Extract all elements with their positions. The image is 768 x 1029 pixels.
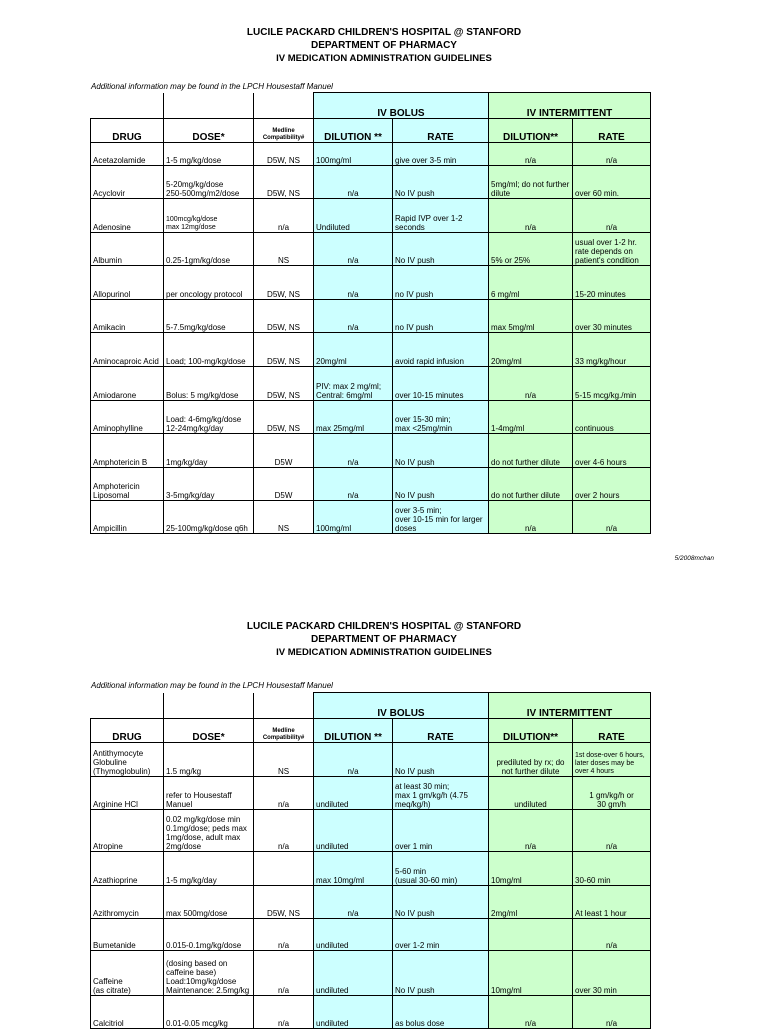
bolus-dilution-cell: undiluted xyxy=(314,777,393,810)
drug-row xyxy=(91,300,651,333)
drug-row xyxy=(91,468,651,501)
intermittent-dilution-cell: 20mg/ml xyxy=(489,333,573,367)
iv-guidelines-table xyxy=(90,692,651,1029)
intermittent-dilution-cell: do not further dilute xyxy=(489,434,573,468)
intermittent-dilution-cell: prediluted by rx; do not further dilute xyxy=(489,743,573,777)
drug-row xyxy=(91,166,651,199)
bolus-rate-cell: No IV push xyxy=(393,743,489,777)
bolus-rate-cell: over 1 min xyxy=(393,810,489,852)
drug-column-header: DRUG xyxy=(91,719,164,743)
dose-cell: 1-5 mg/kg/day xyxy=(164,852,254,886)
medline-column-header: Medline Compatibility# xyxy=(254,119,314,143)
drug-name-cell: Acyclovir xyxy=(91,166,164,199)
bolus-rate-cell: Rapid IVP over 1-2 seconds xyxy=(393,199,489,233)
drug-row xyxy=(91,333,651,367)
compatibility-cell: D5W xyxy=(254,434,314,468)
bolus-rate-cell: no IV push xyxy=(393,266,489,300)
drug-name-cell: Ampicillin xyxy=(91,501,164,534)
drug-name-cell: Aminophylline xyxy=(91,401,164,434)
bolus-dilution-cell: n/a xyxy=(314,166,393,199)
drug-name-cell: Amikacin xyxy=(91,300,164,333)
guidelines-title: IV MEDICATION ADMINISTRATION GUIDELINES xyxy=(276,647,492,658)
compatibility-cell: n/a xyxy=(254,919,314,951)
compatibility-cell: D5W, NS xyxy=(254,367,314,401)
bolus-dilution-cell: n/a xyxy=(314,266,393,300)
compatibility-cell: D5W, NS xyxy=(254,333,314,367)
bolus-rate-cell: No IV push xyxy=(393,233,489,266)
drug-row xyxy=(91,266,651,300)
intermittent-rate-header: RATE xyxy=(573,719,651,743)
intermittent-rate-cell: 1st dose-over 6 hours, later doses may be over 4 hours xyxy=(573,743,651,777)
header-spacer xyxy=(254,93,314,119)
dose-cell: Load; 100-mg/kg/dose xyxy=(164,333,254,367)
bolus-dilution-cell: n/a xyxy=(314,300,393,333)
bolus-rate-cell: no IV push xyxy=(393,300,489,333)
drug-row xyxy=(91,143,651,166)
dose-cell: (dosing based on caffeine base) Load:10mg/kg/dose Maintenance: 2.5mg/kg xyxy=(164,951,254,996)
drug-name-cell: Amphotericin B xyxy=(91,434,164,468)
hospital-title: LUCILE PACKARD CHILDREN'S HOSPITAL @ STANFORD xyxy=(246,27,522,38)
compatibility-cell: D5W, NS xyxy=(254,143,314,166)
iv-intermittent-header: IV INTERMITTENT xyxy=(489,693,651,719)
intermittent-rate-cell: n/a xyxy=(573,501,651,534)
bolus-rate-cell: No IV push xyxy=(393,468,489,501)
dose-cell: 100mcg/kg/dose max 12mg/dose xyxy=(164,199,254,233)
intermittent-dilution-cell: 1-4mg/ml xyxy=(489,401,573,434)
intermittent-rate-cell: continuous xyxy=(573,401,651,434)
header-spacer xyxy=(254,693,314,719)
drug-name-cell: Albumin xyxy=(91,233,164,266)
intermittent-dilution-cell: 10mg/ml xyxy=(489,852,573,886)
bolus-rate-cell: at least 30 min; max 1 gm/kg/h (4.75 meq/kg/h) xyxy=(393,777,489,810)
intermittent-rate-cell: 5-15 mcg/kg./min xyxy=(573,367,651,401)
bolus-rate-cell: over 1-2 min xyxy=(393,919,489,951)
drug-name-cell: Atropine xyxy=(91,810,164,852)
drug-name-cell: Amiodarone xyxy=(91,367,164,401)
bolus-dilution-cell: undiluted xyxy=(314,951,393,996)
intermittent-rate-cell: 33 mg/kg/hour xyxy=(573,333,651,367)
bolus-rate-cell: No IV push xyxy=(393,951,489,996)
dose-cell: 0.25-1gm/kg/dose xyxy=(164,233,254,266)
intermittent-dilution-cell: n/a xyxy=(489,143,573,166)
intermittent-rate-cell: over 30 minutes xyxy=(573,300,651,333)
guidelines-title: IV MEDICATION ADMINISTRATION GUIDELINES xyxy=(276,53,492,64)
dose-cell: 25-100mg/kg/dose q6h xyxy=(164,501,254,534)
bolus-dilution-cell: n/a xyxy=(314,468,393,501)
drug-row xyxy=(91,233,651,266)
bolus-dilution-cell: undiluted xyxy=(314,996,393,1029)
bolus-dilution-cell: max 25mg/ml xyxy=(314,401,393,434)
compatibility-cell: D5W, NS xyxy=(254,266,314,300)
drug-row xyxy=(91,434,651,468)
dose-cell: 1.5 mg/kg xyxy=(164,743,254,777)
intermittent-dilution-cell: do not further dilute xyxy=(489,468,573,501)
drug-row xyxy=(91,401,651,434)
bolus-dilution-header: DILUTION ** xyxy=(314,719,393,743)
medline-column-header: Medline Compatibility# xyxy=(254,719,314,743)
compatibility-cell: n/a xyxy=(254,199,314,233)
bolus-rate-cell: over 3-5 min; over 10-15 min for larger doses xyxy=(393,501,489,534)
intermittent-rate-cell: over 4-6 hours xyxy=(573,434,651,468)
department-title: DEPARTMENT OF PHARMACY xyxy=(311,40,457,51)
header-spacer xyxy=(164,93,254,119)
dose-cell: 0.02 mg/kg/dose min 0.1mg/dose; peds max 1mg/dose, adult max 2mg/dose xyxy=(164,810,254,852)
drug-row xyxy=(91,852,651,886)
header-spacer xyxy=(164,693,254,719)
bolus-dilution-cell: 100mg/ml xyxy=(314,501,393,534)
bolus-dilution-cell: PIV: max 2 mg/ml; Central: 6mg/ml xyxy=(314,367,393,401)
drug-row xyxy=(91,743,651,777)
drug-name-cell: Caffeine (as citrate) xyxy=(91,951,164,996)
drug-row xyxy=(91,886,651,919)
intermittent-rate-cell: n/a xyxy=(573,919,651,951)
bolus-dilution-cell: n/a xyxy=(314,233,393,266)
department-title: DEPARTMENT OF PHARMACY xyxy=(311,634,457,645)
intermittent-dilution-cell: 10mg/ml xyxy=(489,951,573,996)
drug-row xyxy=(91,810,651,852)
drug-name-cell: Bumetanide xyxy=(91,919,164,951)
bolus-rate-cell: 5-60 min (usual 30-60 min) xyxy=(393,852,489,886)
compatibility-cell: NS xyxy=(254,233,314,266)
drug-name-cell: Acetazolamide xyxy=(91,143,164,166)
intermittent-rate-cell: n/a xyxy=(573,143,651,166)
hospital-title: LUCILE PACKARD CHILDREN'S HOSPITAL @ STANFORD xyxy=(246,621,522,632)
intermittent-dilution-cell: n/a xyxy=(489,501,573,534)
drug-name-cell: Azithromycin xyxy=(91,886,164,919)
bolus-dilution-cell: n/a xyxy=(314,434,393,468)
compatibility-cell: NS xyxy=(254,501,314,534)
intermittent-dilution-cell: n/a xyxy=(489,367,573,401)
drug-row xyxy=(91,367,651,401)
drug-row xyxy=(91,919,651,951)
drug-name-cell: Azathioprine xyxy=(91,852,164,886)
intermittent-rate-cell: At least 1 hour xyxy=(573,886,651,919)
header-spacer xyxy=(91,93,164,119)
additional-info-note: Additional information may be found in the LPCH Housestaff Manuel xyxy=(91,681,333,690)
drug-name-cell: Amphotericin Liposomal xyxy=(91,468,164,501)
intermittent-rate-cell: over 60 min. xyxy=(573,166,651,199)
intermittent-rate-cell: 15-20 minutes xyxy=(573,266,651,300)
bolus-rate-cell: No IV push xyxy=(393,886,489,919)
dose-cell: refer to Housestaff Manuel xyxy=(164,777,254,810)
dose-cell: 1mg/kg/day xyxy=(164,434,254,468)
intermittent-dilution-cell: undiluted xyxy=(489,777,573,810)
dose-cell: 3-5mg/kg/day xyxy=(164,468,254,501)
dose-cell: 5-7.5mg/kg/dose xyxy=(164,300,254,333)
dose-cell: Bolus: 5 mg/kg/dose xyxy=(164,367,254,401)
bolus-dilution-cell: n/a xyxy=(314,886,393,919)
drug-name-cell: Arginine HCl xyxy=(91,777,164,810)
intermittent-dilution-cell: n/a xyxy=(489,996,573,1029)
revision-footer: 5/2008mchan xyxy=(674,555,714,562)
compatibility-cell: D5W, NS xyxy=(254,401,314,434)
compatibility-cell: D5W, NS xyxy=(254,300,314,333)
intermittent-rate-cell: n/a xyxy=(573,199,651,233)
iv-guidelines-table xyxy=(90,92,651,534)
iv-bolus-header: IV BOLUS xyxy=(314,693,489,719)
bolus-dilution-cell: Undiluted xyxy=(314,199,393,233)
bolus-rate-cell: over 10-15 minutes xyxy=(393,367,489,401)
bolus-dilution-cell: 100mg/ml xyxy=(314,143,393,166)
intermittent-rate-cell: over 2 hours xyxy=(573,468,651,501)
drug-row xyxy=(91,501,651,534)
intermittent-rate-cell: usual over 1-2 hr. rate depends on patient's condition xyxy=(573,233,651,266)
bolus-rate-cell: No IV push xyxy=(393,166,489,199)
intermittent-rate-cell: over 30 min xyxy=(573,951,651,996)
intermittent-rate-cell: n/a xyxy=(573,810,651,852)
dose-cell: 0.01-0.05 mcg/kg xyxy=(164,996,254,1029)
dose-column-header: DOSE* xyxy=(164,119,254,143)
dose-cell: per oncology protocol xyxy=(164,266,254,300)
drug-name-cell: Adenosine xyxy=(91,199,164,233)
iv-intermittent-header: IV INTERMITTENT xyxy=(489,93,651,119)
bolus-dilution-cell: max 10mg/ml xyxy=(314,852,393,886)
intermittent-dilution-header: DILUTION** xyxy=(489,119,573,143)
compatibility-cell: NS xyxy=(254,743,314,777)
drug-name-cell: Antithymocyte Globuline (Thymoglobulin) xyxy=(91,743,164,777)
compatibility-cell: D5W, NS xyxy=(254,166,314,199)
drug-name-cell: Calcitriol xyxy=(91,996,164,1029)
intermittent-dilution-cell: n/a xyxy=(489,810,573,852)
bolus-rate-cell: over 15-30 min; max <25mg/min xyxy=(393,401,489,434)
intermittent-dilution-cell: n/a xyxy=(489,199,573,233)
compatibility-cell xyxy=(254,852,314,886)
dose-column-header: DOSE* xyxy=(164,719,254,743)
drug-row xyxy=(91,199,651,233)
compatibility-cell: n/a xyxy=(254,996,314,1029)
bolus-dilution-cell: 20mg/ml xyxy=(314,333,393,367)
intermittent-dilution-cell: 5mg/ml; do not further dilute xyxy=(489,166,573,199)
drug-row xyxy=(91,951,651,996)
intermittent-dilution-cell: max 5mg/ml xyxy=(489,300,573,333)
compatibility-cell: n/a xyxy=(254,777,314,810)
compatibility-cell: n/a xyxy=(254,951,314,996)
intermittent-dilution-header: DILUTION** xyxy=(489,719,573,743)
drug-name-cell: Aminocaproic Acid xyxy=(91,333,164,367)
drug-column-header: DRUG xyxy=(91,119,164,143)
bolus-rate-header: RATE xyxy=(393,119,489,143)
compatibility-cell: n/a xyxy=(254,810,314,852)
compatibility-cell: D5W, NS xyxy=(254,886,314,919)
bolus-dilution-cell: undiluted xyxy=(314,919,393,951)
drug-name-cell: Allopurinol xyxy=(91,266,164,300)
intermittent-rate-cell: 1 gm/kg/h or 30 gm/h xyxy=(573,777,651,810)
header-spacer xyxy=(91,693,164,719)
dose-cell: 1-5 mg/kg/dose xyxy=(164,143,254,166)
dose-cell: max 500mg/dose xyxy=(164,886,254,919)
intermittent-dilution-cell: 5% or 25% xyxy=(489,233,573,266)
intermittent-dilution-cell: 2mg/ml xyxy=(489,886,573,919)
intermittent-rate-cell: n/a xyxy=(573,996,651,1029)
dose-cell: 0.015-0.1mg/kg/dose xyxy=(164,919,254,951)
compatibility-cell: D5W xyxy=(254,468,314,501)
bolus-dilution-header: DILUTION ** xyxy=(314,119,393,143)
intermittent-dilution-cell xyxy=(489,919,573,951)
bolus-rate-cell: give over 3-5 min xyxy=(393,143,489,166)
bolus-rate-cell: No IV push xyxy=(393,434,489,468)
bolus-rate-header: RATE xyxy=(393,719,489,743)
intermittent-rate-header: RATE xyxy=(573,119,651,143)
bolus-rate-cell: avoid rapid infusion xyxy=(393,333,489,367)
drug-row xyxy=(91,777,651,810)
dose-cell: 5-20mg/kg/dose 250-500mg/m2/dose xyxy=(164,166,254,199)
additional-info-note: Additional information may be found in the LPCH Housestaff Manuel xyxy=(91,82,333,91)
bolus-rate-cell: as bolus dose xyxy=(393,996,489,1029)
dose-cell: Load: 4-6mg/kg/dose 12-24mg/kg/day xyxy=(164,401,254,434)
bolus-dilution-cell: n/a xyxy=(314,743,393,777)
bolus-dilution-cell: undiluted xyxy=(314,810,393,852)
intermittent-rate-cell: 30-60 min xyxy=(573,852,651,886)
intermittent-dilution-cell: 6 mg/ml xyxy=(489,266,573,300)
iv-bolus-header: IV BOLUS xyxy=(314,93,489,119)
